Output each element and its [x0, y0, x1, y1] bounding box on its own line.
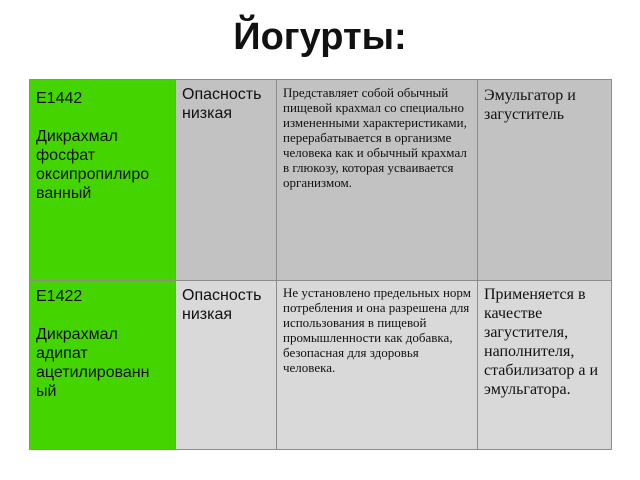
table-cell-description: Представляет собой обычный пищевой крахмал со специально измененными характеристиками, перерабатывается в организме человека как и обычный крахмал в глюкозу, которая усваивается организмом.	[277, 80, 478, 281]
additives-table	[29, 79, 612, 450]
table-cell-danger: Опасность низкая	[176, 80, 277, 281]
table-cell-danger: Опасность низкая	[176, 281, 277, 449]
table-cell-function: Применяется в качестве загустителя, наполнителя, стабилизатор а и эмульгатора.	[478, 281, 611, 449]
table-cell-function: Эмульгатор и загуститель	[478, 80, 611, 281]
table-cell-code-name: E1422 Дикрахмал адипат ацетилированн ый	[30, 281, 176, 449]
table-cell-description: Не установлено предельных норм потребления и она разрешена для использования в пищевой промышленности как добавка, безопасная для здоровья человека.	[277, 281, 478, 449]
table-cell-code-name: E1442 Дикрахмал фосфат оксипропилиро ванный	[30, 80, 176, 281]
page-title: Йогурты:	[233, 16, 407, 58]
